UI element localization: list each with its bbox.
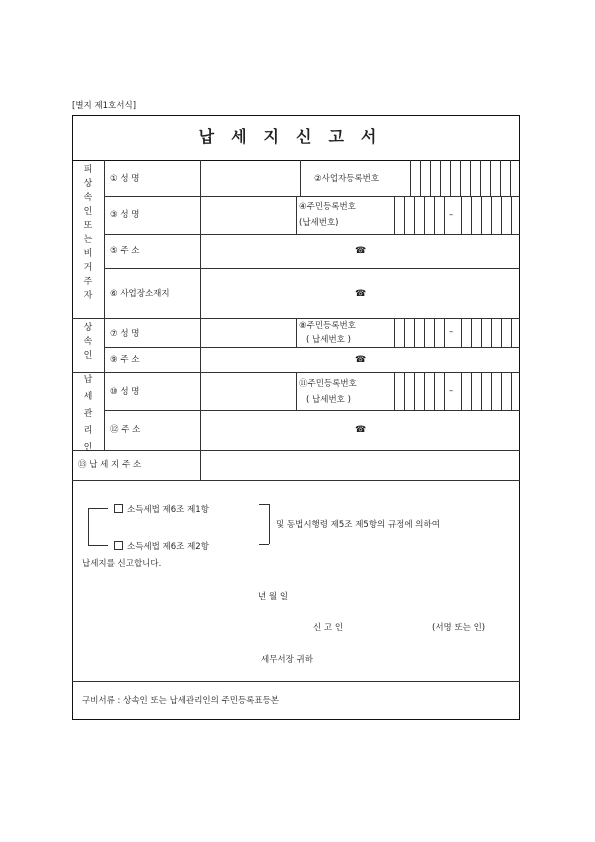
digit-line [501, 318, 502, 347]
bracket-line [88, 508, 89, 545]
digit-line [480, 160, 481, 196]
row-line [104, 234, 520, 235]
col-line [394, 318, 395, 347]
id-dash: – [449, 327, 454, 337]
digit-line [490, 160, 491, 196]
field-resident-no-8: ⑧주민등록번호 [299, 321, 356, 331]
digit-line [481, 372, 482, 410]
bracket-line [88, 545, 108, 546]
col-line [104, 160, 105, 450]
option-article6-1[interactable]: 소득세법 제6조 제1항 [114, 503, 209, 515]
digit-line [491, 372, 492, 410]
signer-label: 신 고 인 [313, 623, 344, 633]
field-tax-no-11: ( 납세번호 ) [306, 395, 351, 405]
attachments-note: 구비서류 : 상속인 또는 납세관리인의 주민등록표등본 [82, 696, 280, 706]
digit-line [491, 196, 492, 234]
digit-line [404, 196, 405, 234]
bracket-line [259, 504, 269, 505]
bracket-line [259, 544, 269, 545]
id-dash: – [449, 386, 454, 396]
phone-icon: ☎ [355, 425, 367, 435]
col-line [394, 196, 395, 234]
digit-line [444, 318, 445, 347]
field-tax-place-address: ⑬ 납 세 지 주 소 [78, 460, 142, 470]
field-resident-no-11: ⑪주민등록번호 [299, 379, 357, 389]
digit-line [414, 318, 415, 347]
section-line [72, 450, 520, 451]
digit-line [414, 196, 415, 234]
recipient: 세무서장 귀하 [261, 655, 313, 665]
bracket-line [269, 504, 270, 544]
digit-line [414, 372, 415, 410]
digit-line [511, 372, 512, 410]
option-article6-2[interactable]: 소득세법 제6조 제2항 [114, 540, 209, 552]
row-line [104, 268, 520, 269]
col-line [300, 160, 301, 196]
field-business-location: ⑥ 사업장소재지 [110, 289, 170, 299]
declaration-date: 년 월 일 [258, 592, 289, 602]
field-name-7: ⑦ 성 명 [110, 329, 140, 339]
digit-line [481, 196, 482, 234]
section-label-heir: 상 속 인 [83, 323, 93, 361]
field-resident-no-4: ④주민등록번호 [299, 202, 356, 212]
field-tax-no-8: ( 납세번호 ) [306, 335, 351, 345]
signature-note: (서명 또는 인) [432, 623, 486, 633]
field-name-3: ③ 성 명 [110, 210, 140, 220]
field-address-12: ⑫ 주 소 [110, 425, 141, 435]
field-name-1: ① 성 명 [110, 174, 140, 184]
field-business-reg-no: ②사업자등록번호 [314, 174, 380, 184]
digit-line [424, 196, 425, 234]
section-label-manager: 납 세 관 리 인 [83, 375, 93, 453]
field-tax-no-4: (납세번호) [299, 218, 339, 228]
field-address-5: ⑤ 주 소 [110, 246, 140, 256]
field-name-10: ⑩ 성 명 [110, 387, 140, 397]
digit-line [420, 160, 421, 196]
col-line [296, 372, 297, 410]
bracket-line [88, 508, 108, 509]
digit-line [430, 160, 431, 196]
digit-line [470, 160, 471, 196]
section-line [72, 681, 520, 682]
title-divider [72, 160, 520, 161]
digit-line [444, 372, 445, 410]
row-line [104, 410, 520, 411]
col-line [296, 196, 297, 234]
form-title: 납세지신고서 [198, 127, 394, 146]
col-line [200, 160, 201, 480]
col-line [394, 372, 395, 410]
row-line [104, 196, 520, 197]
digit-line [511, 196, 512, 234]
digit-line [491, 318, 492, 347]
field-address-9: ⑨ 주 소 [110, 355, 140, 365]
phone-icon: ☎ [355, 246, 367, 256]
digit-line [461, 318, 462, 347]
checkbox-article6-2[interactable] [114, 541, 123, 550]
digit-line [500, 160, 501, 196]
row-line [104, 347, 520, 348]
digit-line [450, 160, 451, 196]
digit-line [404, 372, 405, 410]
digit-line [434, 318, 435, 347]
section-label-decedent: 피 상 속 인 또 는 비 거 주 자 [83, 165, 93, 301]
digit-line [460, 160, 461, 196]
digit-line [424, 372, 425, 410]
digit-line [461, 372, 462, 410]
declaration-statement: 납세지를 신고합니다. [82, 559, 162, 569]
digit-line [511, 318, 512, 347]
digit-line [471, 318, 472, 347]
digit-line [471, 372, 472, 410]
col-line [296, 318, 297, 347]
phone-icon: ☎ [355, 355, 367, 365]
digit-line [404, 318, 405, 347]
digit-line [471, 196, 472, 234]
digit-line [461, 196, 462, 234]
form-id: [별지 제1호서식] [72, 101, 137, 111]
digit-line [424, 318, 425, 347]
digit-line [434, 196, 435, 234]
section-line [72, 480, 520, 481]
digit-line [481, 318, 482, 347]
digit-line [440, 160, 441, 196]
col-line [410, 160, 411, 196]
digit-line [444, 196, 445, 234]
id-dash: – [449, 210, 454, 220]
phone-icon: ☎ [355, 289, 367, 299]
digit-line [501, 372, 502, 410]
law-reference: 및 동법시행령 제5조 제5항의 규정에 의하여 [276, 520, 440, 530]
digit-line [434, 372, 435, 410]
digit-line [510, 160, 511, 196]
digit-line [501, 196, 502, 234]
checkbox-article6-1[interactable] [114, 504, 123, 513]
